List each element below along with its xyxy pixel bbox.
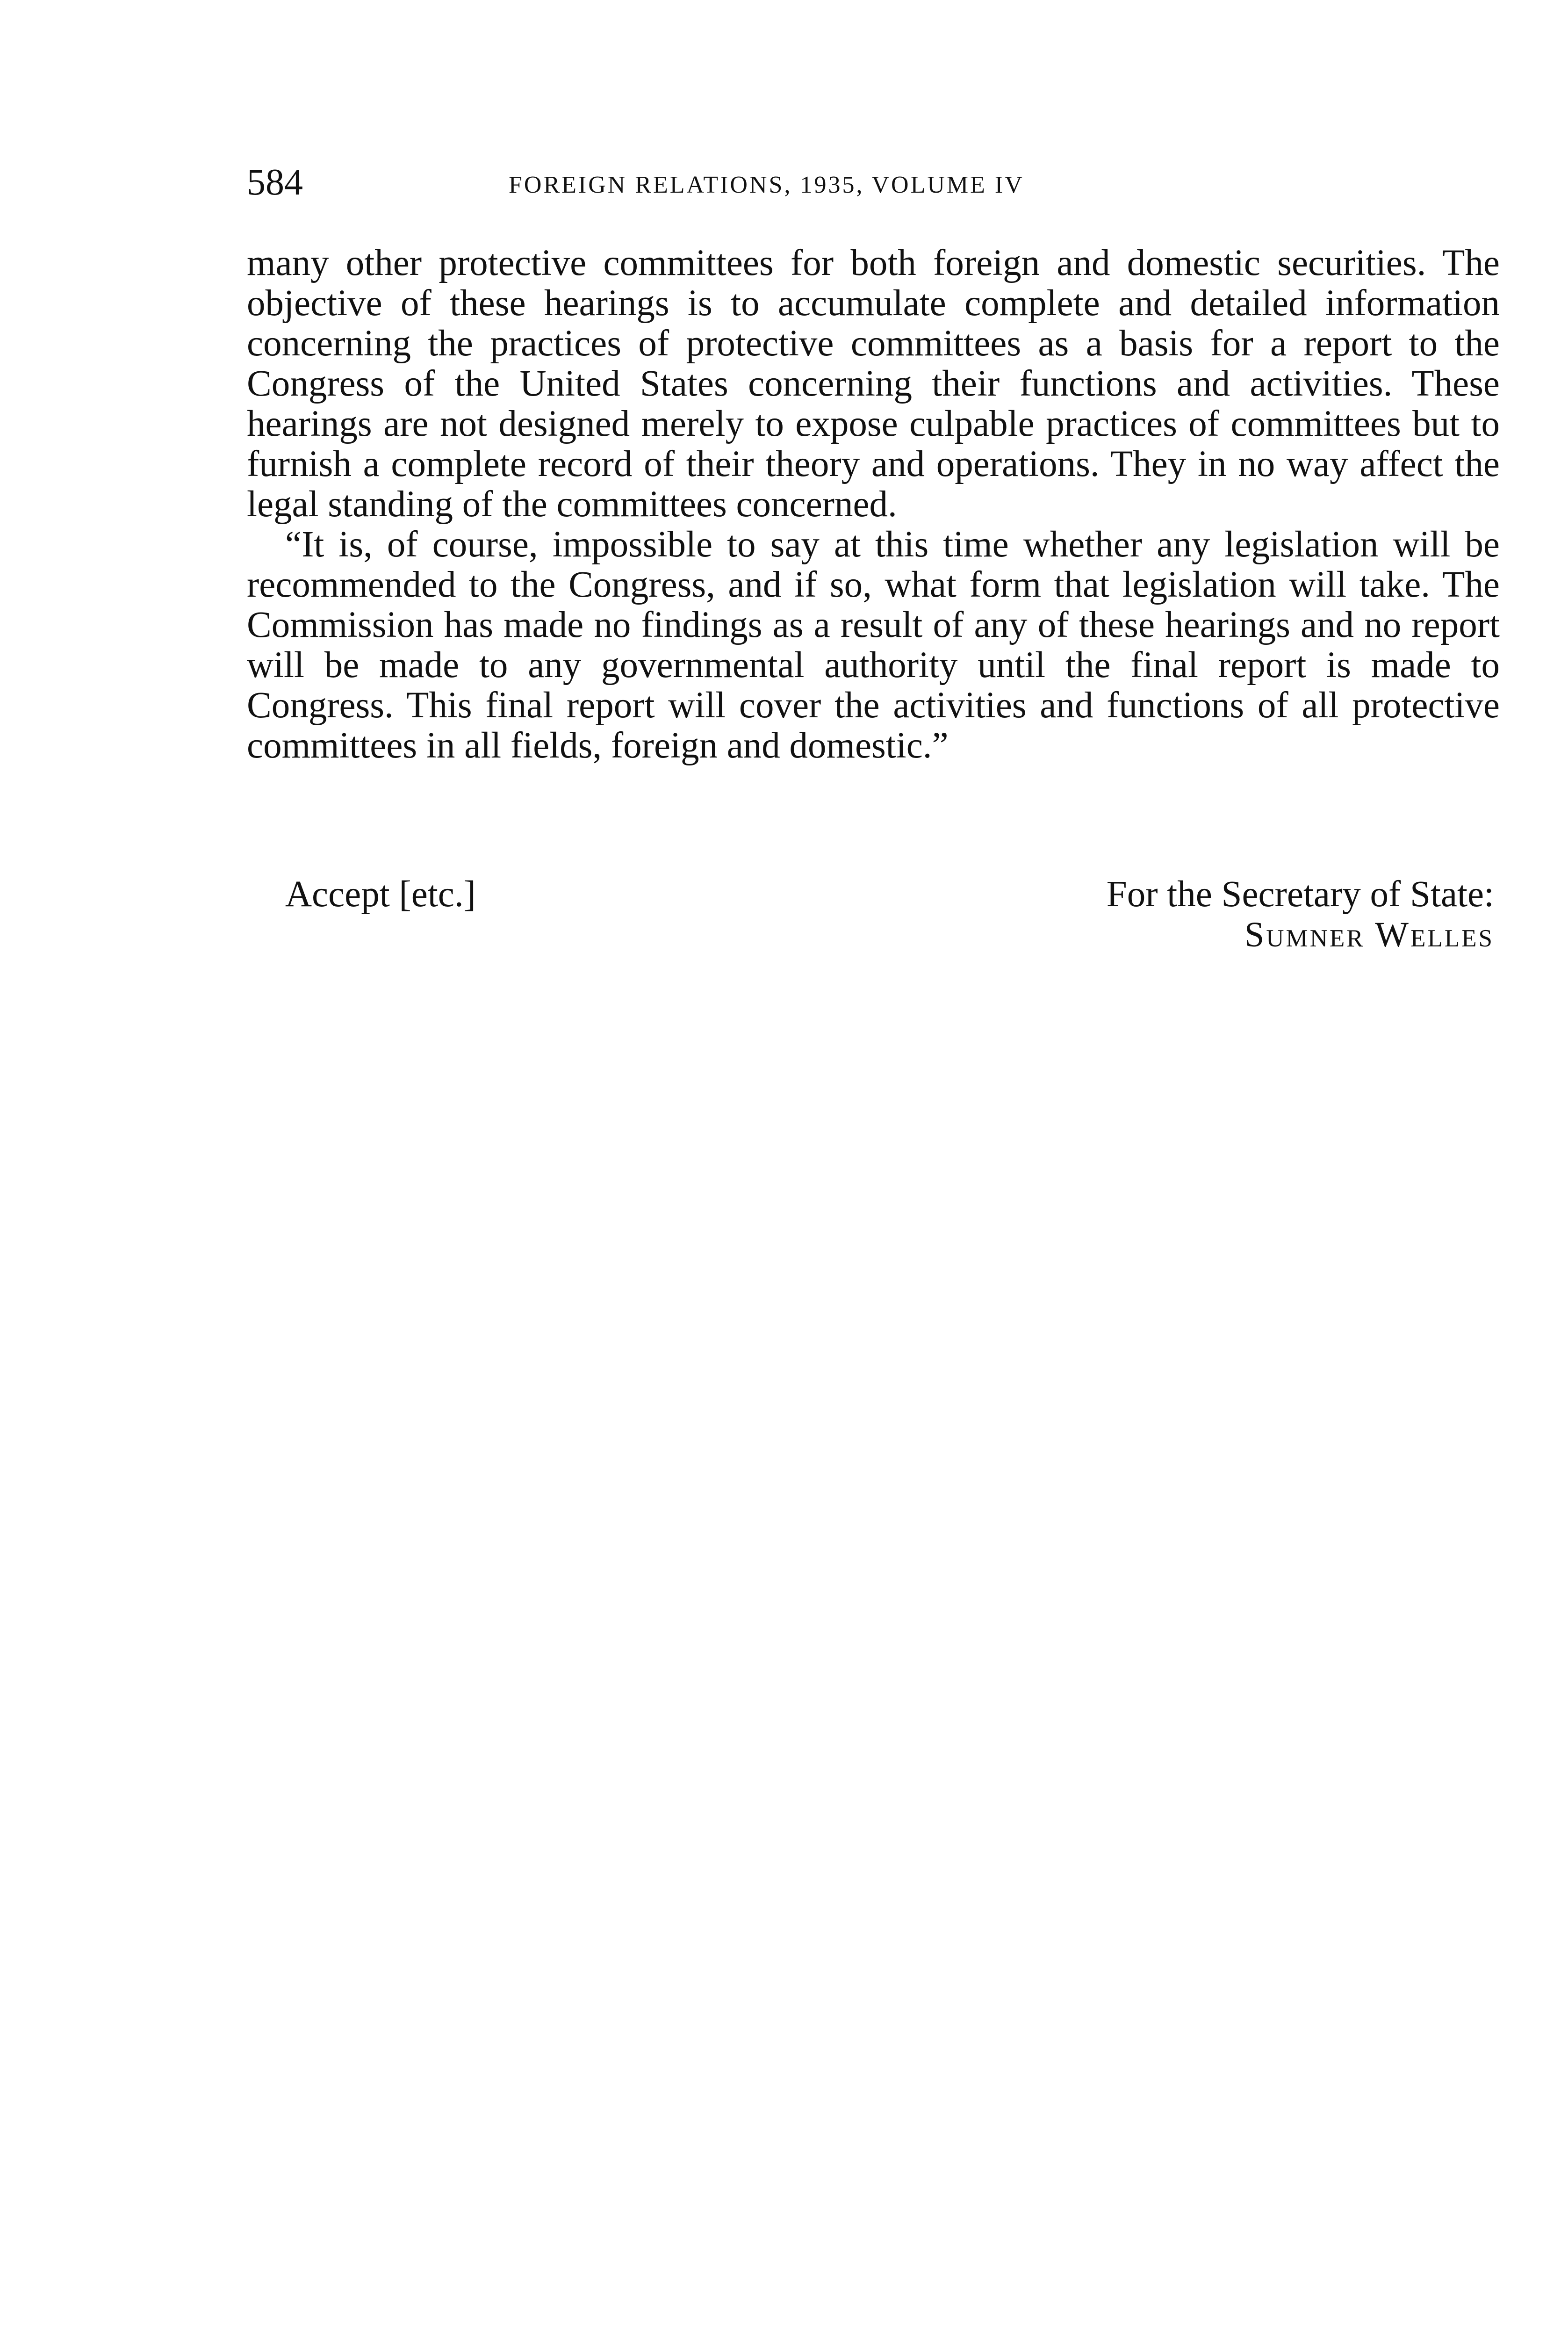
page-number: 584 bbox=[247, 162, 303, 203]
letter-closing bbox=[247, 874, 1500, 968]
page-header bbox=[247, 159, 1500, 210]
paragraph-quotation: “It is, of course, impossible to say at this time whether any legislation will be recommended to the Congress, and if so, what form that legislation will take. The Commission has made no findings as a result of any of these hearings and no report will be made to any governmental authority until the final report is made to Congress. This final report will cover the activities and functions of all protective committees in all fields, foreign and domestic.” bbox=[247, 524, 1500, 766]
paragraph-continued: many other protective committees for both foreign and domestic securities. The objective of these hearings is to accumulate complete and detailed information concerning the practices of protective committees as a basis for a report to the Congress of the United States concerning their functions and activities. These hearings are not designed merely to expose culpable practices of committees but to furnish a complete record of their theory and operations. They in no way affect the legal standing of the committees concerned. bbox=[247, 243, 1500, 525]
body-text bbox=[247, 243, 1500, 766]
signature-block bbox=[1107, 874, 1494, 955]
signature-line: For the Secretary of State: bbox=[1106, 874, 1494, 915]
running-head: FOREIGN RELATIONS, 1935, VOLUME IV bbox=[509, 172, 1024, 198]
complimentary-close: Accept [etc.] bbox=[285, 874, 476, 915]
signatory-name: Sumner Welles bbox=[1244, 915, 1494, 954]
